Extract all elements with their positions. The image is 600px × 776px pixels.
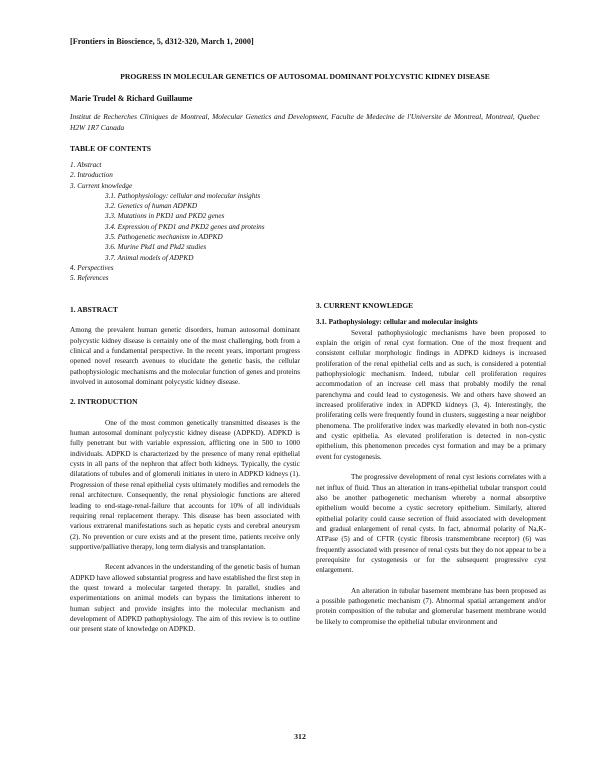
pathophysiology-subheading: 3.1. Pathophysiology: cellular and molecular insights — [316, 318, 478, 327]
toc-item[interactable]: 1. Abstract — [70, 161, 102, 169]
affiliation: Institut de Recherches Cliniques de Montreal, Molecular Genetics and Development, Faculte de Medecine de l'Universite de Montreal, Montreal, Quebec H2W 1R7 Canada — [70, 112, 540, 132]
introduction-heading: 2. INTRODUCTION — [70, 397, 138, 407]
journal-header: [Frontiers in Bioscience, 5, d312-320, March 1, 2000] — [70, 37, 254, 46]
toc-title: TABLE OF CONTENTS — [70, 144, 152, 153]
authors: Marie Trudel & Richard Guillaume — [70, 94, 193, 103]
toc-subitem[interactable]: 3.5. Pathogenetic mechanism in ADPKD — [105, 233, 223, 242]
toc-subitem[interactable]: 3.4. Expression of PKD1 and PKD2 genes and proteins — [105, 222, 265, 231]
abstract-text: Among the prevalent human genetic disorders, human autosomal dominant polycystic kidney disease is certainly one of the most challenging, both from a clinical and a fundamental perspective. In the recent years, important progress opened novel research avenues to elucidate the genetic basis, the cellular pathophysiologic mechanisms and the molecular function of genes and proteins involved in autosomal dominant polycystic kidney disease. — [70, 326, 300, 387]
toc-item[interactable]: 5. References — [70, 274, 109, 283]
introduction-paragraph-1: One of the most common genetically transmitted diseases is the human autosomal dominant polycystic kidney disease (ADPKD). ADPKD is fully penetrant but with variable expression, afflicting one in 500 to 1000 individuals. ADPKD is characterized by the presence of many renal epithelial cysts in all parts of the nephron that affect both kidneys. Typically, the cystic dilatations of tubules and of glomeruli initiates in utero in ADPKD kidneys (1). Progression of these renal epithelial cysts ultimately modifies and remodels the renal architecture. Consequently, the renal physiologic functions are altered leading to end-stage-renal-failure that accounts for 10% of all individuals requiring renal replacement therapy. This disease has been associated with various extrarenal manifestations such as hepatic cysts and cerebral aneurysm (2). No prevention or cure exists and at the present time, patients receive only supportive/palliative therapy, long term dialysis and transplantation. — [70, 418, 300, 551]
toc-subitem[interactable]: 3.3. Mutations in PKD1 and PKD2 genes — [105, 212, 225, 221]
toc-item[interactable]: 3. Current knowledge — [70, 181, 133, 190]
paper-title: PROGRESS IN MOLECULAR GENETICS OF AUTOSOMAL DOMINANT POLYCYSTIC KIDNEY DISEASE — [120, 72, 490, 81]
introduction-paragraph-2: Recent advances in the understanding of the genetic basis of human ADPKD have allowed substantial progress and have established the first step in the quest toward a molecular targeted therapy. In parallel, studies and experimentations on animal models can bypass the limitations inherent to human subject and provide insights into the molecular mechanism and development of ADPKD pathophysiology. The aim of this review is to outline our present state of knowledge on ADPKD. — [70, 563, 300, 634]
table-of-contents — [70, 160, 370, 284]
left-column — [70, 305, 300, 635]
abstract-heading: 1. ABSTRACT — [70, 305, 118, 314]
toc-item[interactable]: 4. Perspectives — [70, 263, 114, 272]
toc-subitem[interactable]: 3.1. Pathophysiology: cellular and molecular insights — [105, 191, 261, 200]
toc-item[interactable]: 2. Introduction — [70, 171, 113, 180]
toc-subitem[interactable]: 3.6. Murine Pkd1 and Pkd2 studies — [105, 243, 207, 252]
pathophysiology-paragraph-2: The progressive development of renal cyst lesions correlates with a net influx of fluid. Thus an alteration in trans-epithelial tubular transport could also be another pathogenetic mechanism whereby a normal absorptive epithelium would become a cystic secretory epithelium. Similarly, altered epithelial polarity could cause secretion of fluid associated with development and gradual enlargement of renal cysts. In fact, abnormal polarity of Na,K-ATPase (5) and of CFTR (cystic fibrosis transmembrane receptor) (6) was frequently associated with presence of renal cysts but they do not appear to be a prerequisite for cystogenesis or for the subsequent progressive cyst enlargement. — [316, 473, 546, 575]
pathophysiology-paragraph-3: An alteration in tubular basement membrane has been proposed as a possible pathogenetic mechanism (7). Abnormal spatial arrangement and/or protein composition of the tubular and glomerular basement membrane would be likely to compromise the epithelial tubular environment and — [316, 586, 546, 626]
right-column — [316, 301, 546, 627]
pathophysiology-paragraph-1: Several pathophysiologic mechanisms have been proposed to explain the origin of renal cyst formation. One of the most frequent and consistent cellular morphologic findings in ADPKD kidneys is increased proliferation of the renal epithelial cells and as such, is considered a potential pathophysiologic mechanism. Indeed, tubular cell proliferation requires accommodation of an increase cell mass that probably modify the renal parenchyma and could lead to cystogenesis. We and others have showed an increased proliferative index in ADPKD kidneys (3, 4). Interestingly, the proliferating cells were frequently found in clusters, suggesting a near neighbor phenomena. The proliferative index was markedly elevated in both non-cystic and cystic epithelia. As elevated proliferation is detected in non-cystic epithelium, this phenomenon precedes cyst formation and may be a primary event for cystogenesis. — [316, 328, 546, 461]
toc-subitem[interactable]: 3.7. Animal models of ADPKD — [105, 253, 194, 262]
current-knowledge-heading: 3. CURRENT KNOWLEDGE — [316, 301, 414, 310]
toc-subitem[interactable]: 3.2. Genetics of human ADPKD — [105, 202, 198, 211]
page-number: 312 — [294, 732, 306, 741]
